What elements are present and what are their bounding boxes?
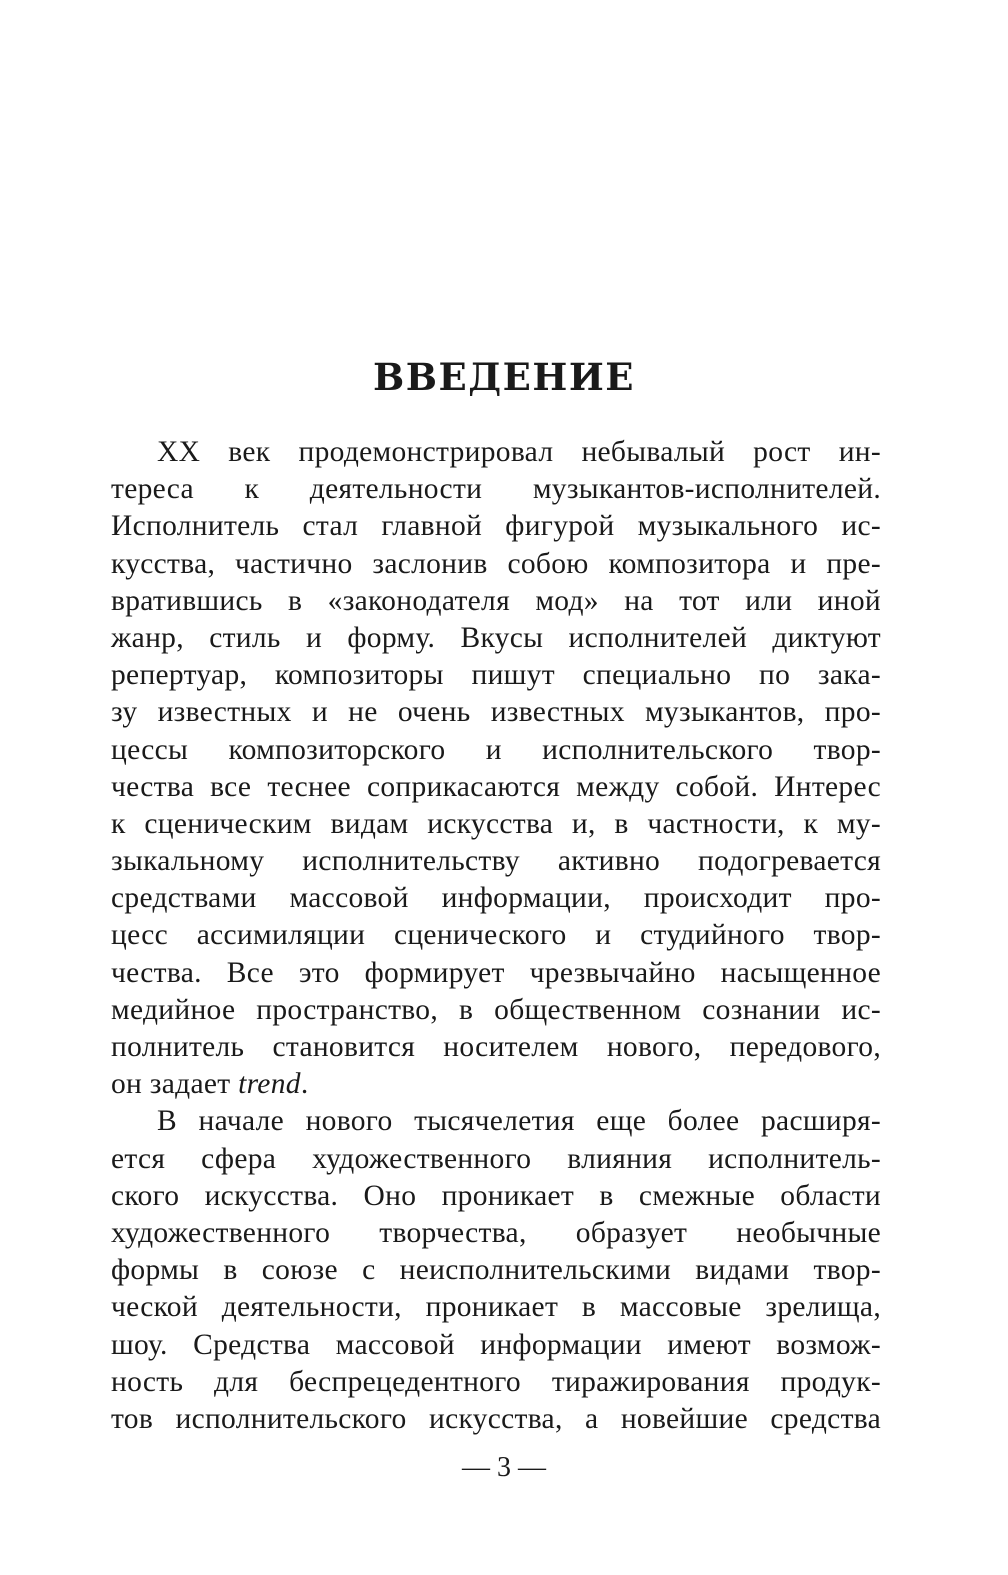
paragraph-1 bbox=[111, 434, 881, 1103]
text-line: репертуар, композиторы пишут специально по зака- bbox=[111, 659, 881, 692]
text-line: полнитель становится носителем нового, передового, bbox=[111, 1031, 881, 1063]
text-line-last bbox=[111, 1066, 881, 1103]
page-number: — 3 — bbox=[462, 1452, 546, 1483]
body-text bbox=[111, 434, 881, 1438]
text-line: чества все теснее соприкасаются между собой. Интерес bbox=[111, 770, 881, 803]
text-line: зу известных и не очень известных музыкантов, про- bbox=[111, 696, 881, 729]
text-fragment: он задает bbox=[111, 1068, 239, 1101]
text-line: вратившись в «законодателя мод» на тот или иной bbox=[111, 584, 881, 617]
text-line: ность для беспрецедентного тиражирования продук- bbox=[111, 1365, 881, 1398]
text-line: В начале нового тысячелетия еще более расширя- bbox=[157, 1105, 881, 1138]
text-line: ческой деятельности, проникает в массовые зрелища, bbox=[111, 1291, 881, 1324]
text-line: Исполнитель стал главной фигурой музыкального ис- bbox=[111, 510, 881, 543]
text-line: цессы композиторского и исполнительского твор- bbox=[111, 733, 881, 766]
text-line: ского искусства. Оно проникает в смежные области bbox=[111, 1179, 881, 1212]
text-line: средствами массовой информации, происходит про- bbox=[111, 882, 881, 915]
text-line: жанр, стиль и форму. Вкусы исполнителей диктуют bbox=[111, 621, 881, 654]
italic-term: trend bbox=[238, 1068, 301, 1101]
text-line: шоу. Средства массовой информации имеют возмож- bbox=[111, 1328, 881, 1361]
text-line: тереса к деятельности музыкантов-исполнителей. bbox=[111, 473, 881, 506]
text-line: формы в союзе с неисполнительскими видами твор- bbox=[111, 1254, 881, 1287]
paragraph-2 bbox=[111, 1103, 881, 1438]
text-line: к сценическим видам искусства и, в частности, к му- bbox=[111, 807, 881, 840]
text-line: кусства, частично заслонив собою композитора и пре- bbox=[111, 547, 881, 580]
text-line: художественного творчества, образует необычные bbox=[111, 1216, 881, 1249]
text-line: чества. Все это формирует чрезвычайно насыщенное bbox=[111, 956, 881, 989]
text-fragment: . bbox=[300, 1068, 309, 1101]
text-line: ется сфера художественного влияния исполнитель- bbox=[111, 1142, 881, 1175]
text-line: цесс ассимиляции сценического и студийного твор- bbox=[111, 919, 881, 952]
text-line: XX век продемонстрировал небывалый рост ин- bbox=[157, 436, 881, 468]
text-line: тов исполнительского искусства, а новейшие средства bbox=[111, 1402, 881, 1435]
text-line: медийное пространство, в общественном сознании ис- bbox=[111, 993, 881, 1026]
chapter-heading: ВВЕДЕНИЕ bbox=[373, 355, 635, 399]
text-line: зыкальному исполнительству активно подогревается bbox=[111, 845, 881, 878]
